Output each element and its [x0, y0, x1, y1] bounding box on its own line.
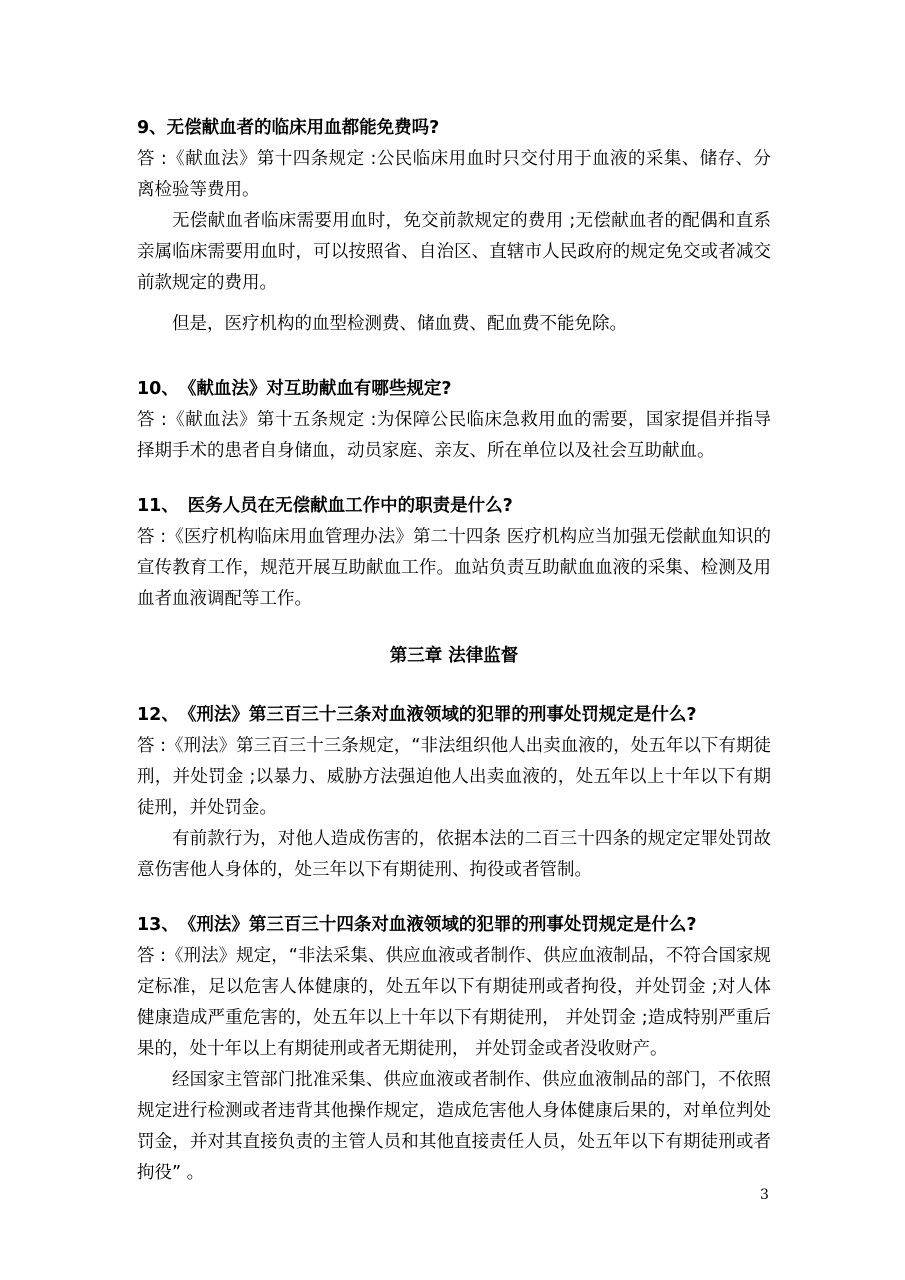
answer-13-paragraph-1: 经国家主管部门批准采集、供应血液或者制作、供应血液制品的部门，不依照规定进行检测或者违背其他操作规定，造成危害他人身体健康后果的，对单位判处罚金，并对其直接负责的主管人员和其他直接责任人员，处五年以下有期徒刑或者拘役” 。	[137, 1070, 771, 1183]
answer-9-paragraph-2: 但是，医疗机构的血型检测费、储血费、配血费不能免除。	[172, 314, 627, 334]
question-13: 13、 《刑法》第三百三十四条对血液领域的犯罪的刑事处罚规定是什么?	[137, 915, 697, 935]
page-number: 3	[760, 1187, 769, 1203]
question-11: 11、 医务人员在无偿献血工作中的职责是什么?	[137, 496, 513, 516]
question-9: 9、无偿献血者的临床用血都能免费吗?	[137, 118, 440, 138]
answer-9-paragraph-1: 无偿献血者临床需要用血时，免交前款规定的费用 ;无偿献血者的配偶和直系亲属临床需要用血时，可以按照省、自治区、直辖市人民政府的规定免交或者减交前款规定的费用。	[137, 211, 771, 293]
answer-13: 答 :《刑法》规定，“非法采集、供应血液或者制作、供应血液制品，不符合国家规定标准，足以危害人体健康的，处五年以下有期徒刑或者拘役，并处罚金 ;对人体健康造成严重危害的，处五年以上十年以下有期徒刑， 并处罚金 ;造成特别严重后果的，处十年以上有期徒刑或者无期徒刑， 并处罚金或者没收财产。	[137, 946, 771, 1059]
answer-11: 答 :《医疗机构临床用血管理办法》第二十四条 医疗机构应当加强无偿献血知识的宣传教育工作，规范开展互助献血工作。血站负责互助献血血液的采集、检测及用血者血液调配等工作。	[137, 527, 771, 609]
answer-12-paragraph-1: 有前款行为，对他人造成伤害的，依据本法的二百三十四条的规定定罪处罚故意伤害他人身体的，处三年以下有期徒刑、拘役或者管制。	[137, 829, 771, 880]
answer-9: 答 :《献血法》第十四条规定 :公民临床用血时只交付用于血液的采集、储存、分离检验等费用。	[137, 149, 771, 200]
question-10: 10、 《献血法》对互助献血有哪些规定?	[137, 379, 452, 399]
answer-12: 答 :《刑法》第三百三十三条规定，“非法组织他人出卖血液的，处五年以下有期徒刑，并处罚金 ;以暴力、威胁方法强迫他人出卖血液的，处五年以上十年以下有期徒刑，并处罚金。	[137, 736, 771, 818]
question-12: 12、 《刑法》第三百三十三条对血液领域的犯罪的刑事处罚规定是什么?	[137, 705, 697, 725]
chapter-heading: 第三章 法律监督	[389, 646, 519, 666]
answer-10: 答 :《献血法》第十五条规定 :为保障公民临床急救用血的需要，国家提倡并指导择期手术的患者自身储血，动员家庭、亲友、所在单位以及社会互助献血。	[137, 410, 771, 461]
document-page	[137, 113, 771, 1189]
